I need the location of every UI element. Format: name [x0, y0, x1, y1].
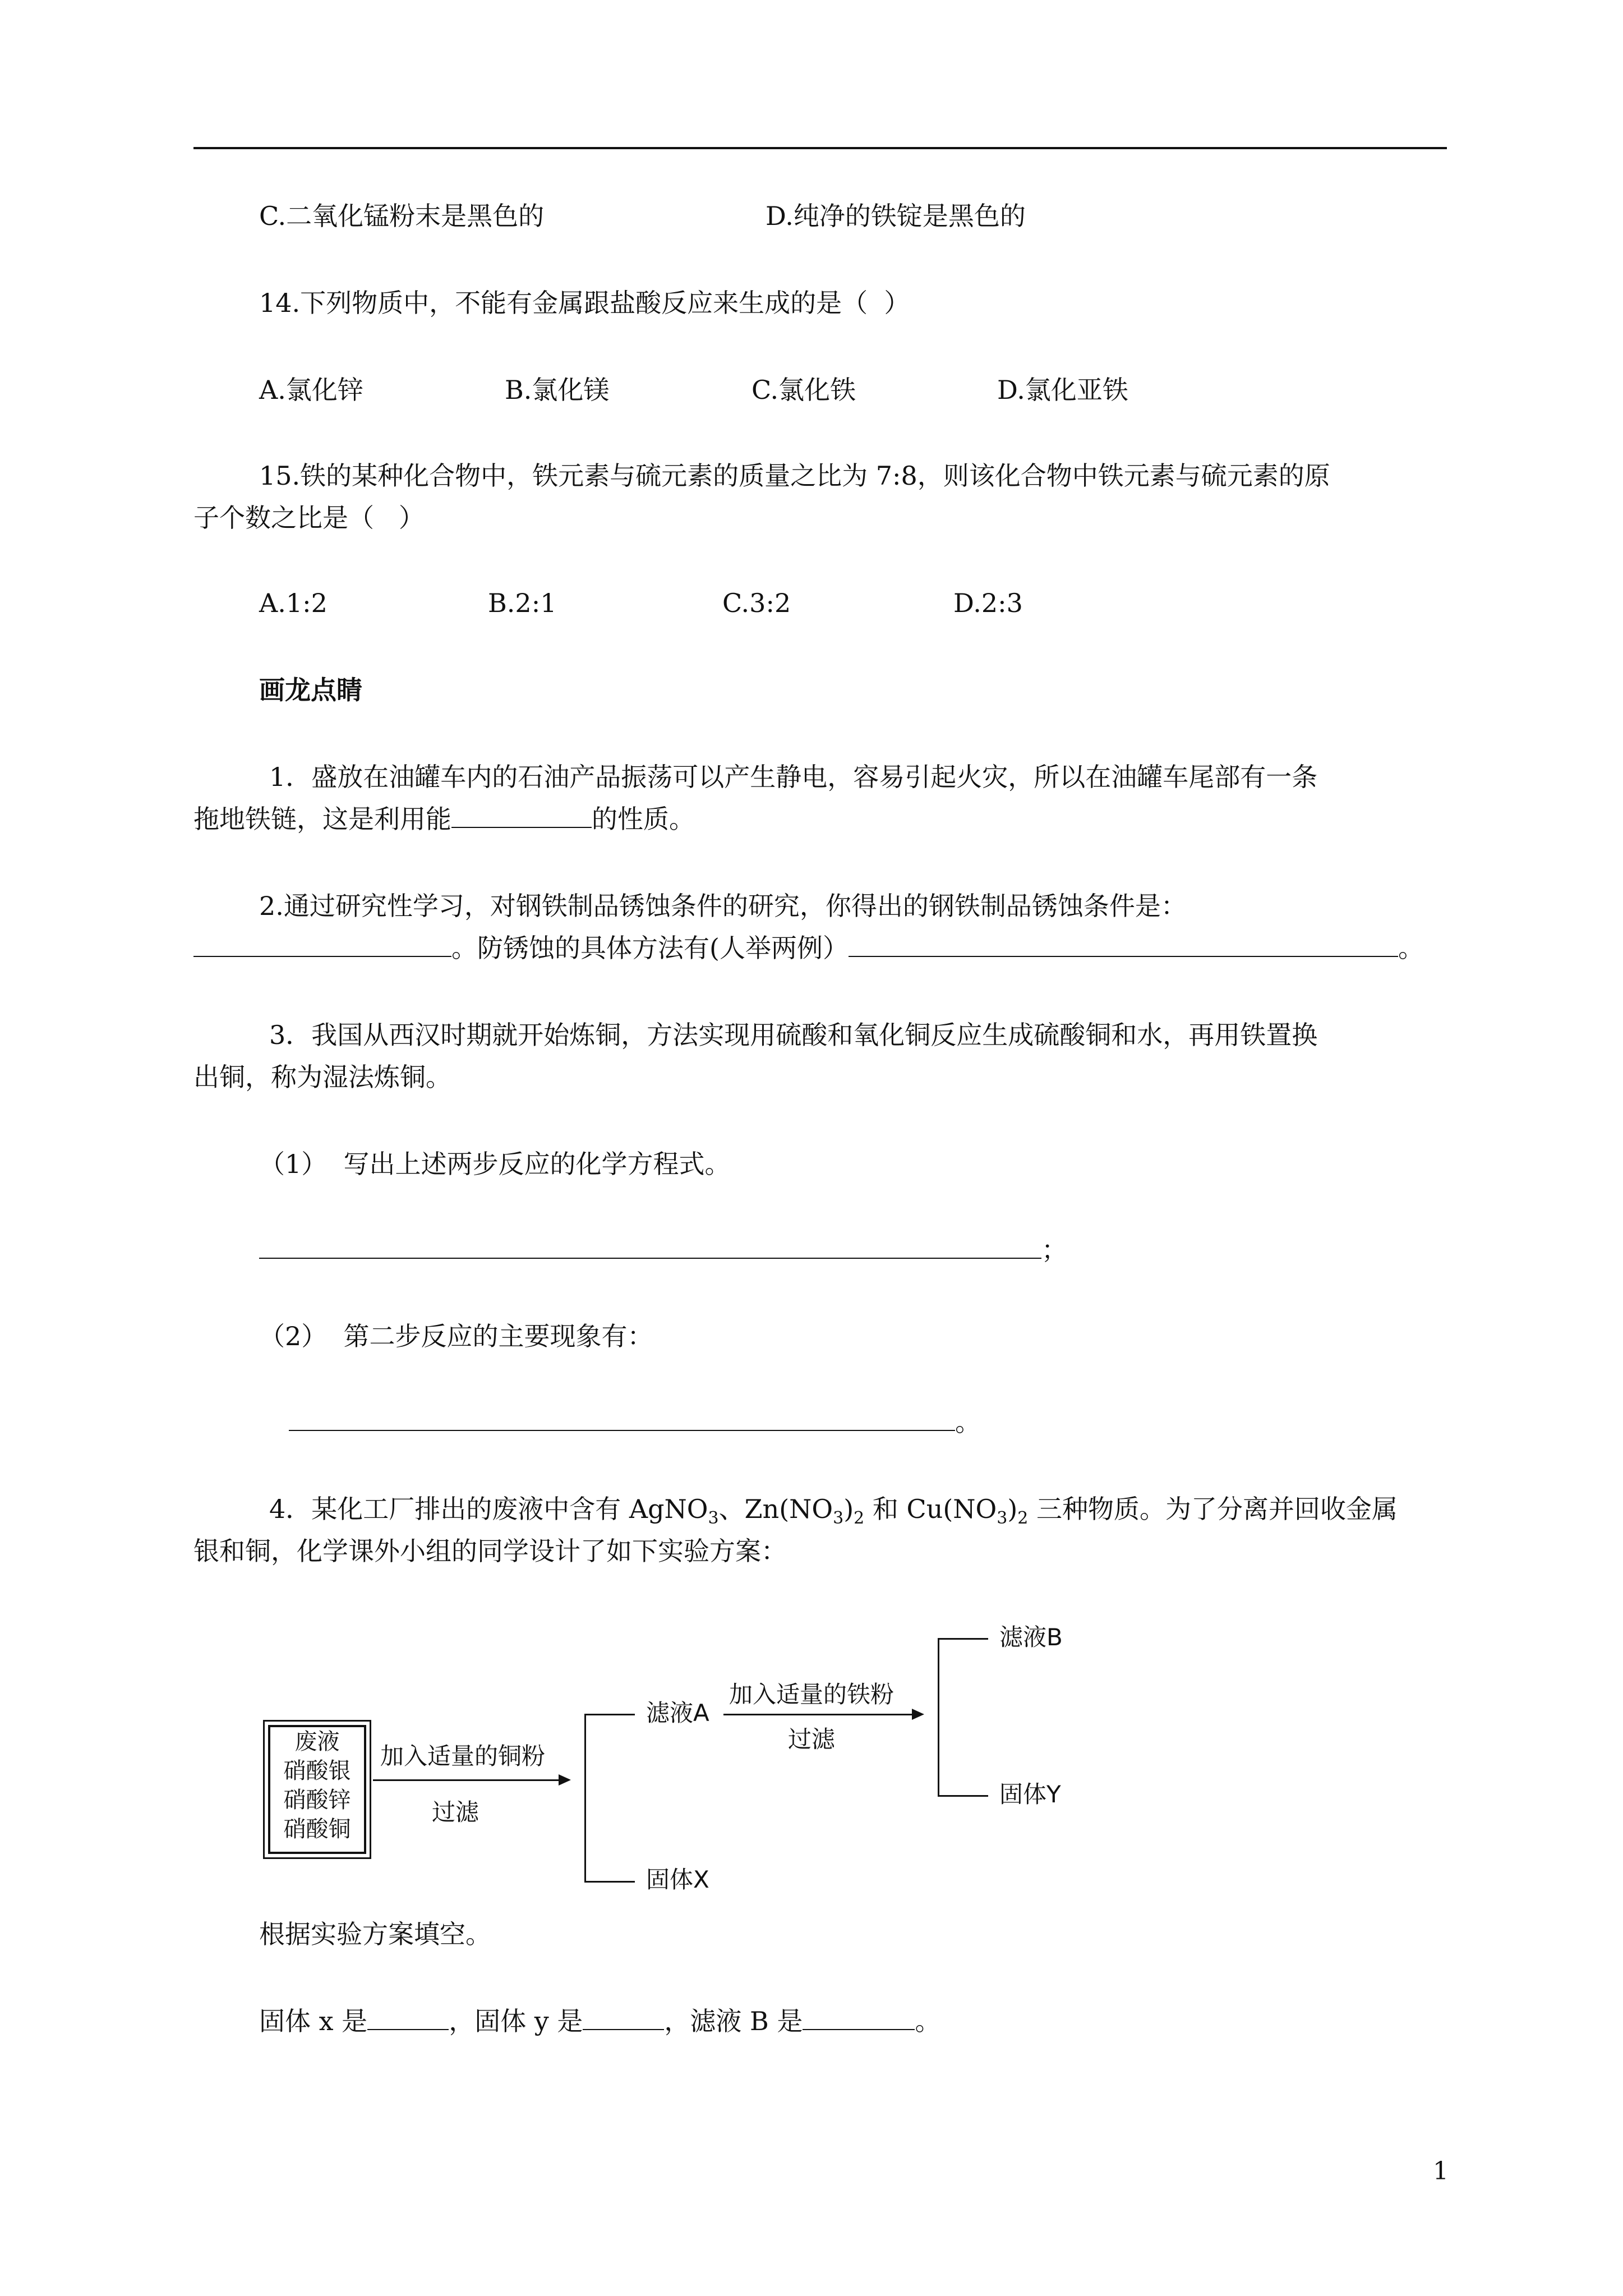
- solid-y-label: 固体Y: [999, 1780, 1061, 1808]
- p2-line1: 2.通过研究性学习，对钢铁制品锈蚀条件的研究，你得出的钢铁制品锈蚀条件是：: [259, 891, 1187, 921]
- p4-sub-b: 3: [833, 1508, 844, 1529]
- p4-text-d: 和 Cu(NO: [864, 1494, 997, 1524]
- flowchart-waste-box: [268, 1725, 366, 1854]
- p4-text-e: ): [1007, 1494, 1018, 1524]
- q15-option-d: D.2:3: [953, 588, 1023, 618]
- fill-end: 。: [915, 2006, 941, 2036]
- q14-option-d: D.氯化亚铁: [997, 375, 1128, 405]
- p1-line2-end: 的性质。: [592, 804, 695, 834]
- filtrate-b-label: 滤液B: [999, 1623, 1063, 1651]
- p1-line1: 1．盛放在油罐车内的石油产品振荡可以产生静电，容易引起火灾，所以在油罐车尾部有一条: [269, 762, 1318, 792]
- p3-sub2-end: 。: [955, 1407, 981, 1437]
- q14-stem: 14.下列物质中，不能有金属跟盐酸反应来生成的是（ ）: [259, 288, 910, 318]
- fill-y-blank[interactable]: [583, 2007, 664, 2030]
- p1-blank[interactable]: [451, 804, 592, 828]
- filtrate-a-label: 滤液A: [646, 1699, 709, 1727]
- q15-stem-line1: 15.铁的某种化合物中，铁元素与硫元素的质量之比为 7:8，则该化合物中铁元素与硫元素的原: [259, 461, 1330, 491]
- page-number: 1: [1433, 2157, 1449, 2185]
- step2-operation: 过滤: [788, 1726, 836, 1753]
- arrow2-head: [912, 1709, 924, 1720]
- fill-b-blank[interactable]: [803, 2007, 915, 2030]
- fill-x-blank[interactable]: [367, 2007, 449, 2030]
- p4-text-a: 4．某化工厂排出的废液中含有 AgNO: [269, 1494, 708, 1524]
- q14-option-c: C.氯化铁: [751, 375, 856, 405]
- q15-option-c: C.3:2: [722, 588, 791, 618]
- p4-text-f: 三种物质。为了分离并回收金属: [1028, 1494, 1398, 1524]
- fill-y-label: ，固体 y 是: [449, 2006, 583, 2036]
- p4-sub-e: 2: [1017, 1508, 1029, 1529]
- bracket2-vertical: [938, 1638, 939, 1797]
- header-rule: [193, 147, 1447, 149]
- bracket2-bottom: [938, 1795, 988, 1797]
- section-title: 画龙点睛: [259, 675, 362, 705]
- fill-x-label: 固体 x 是: [259, 2006, 368, 2036]
- p4-text-c: ): [843, 1494, 854, 1524]
- q15-option-a: A.1:2: [259, 588, 328, 618]
- p4-fill-line: [259, 2004, 940, 2038]
- p3-sub2-answer: [289, 1405, 981, 1439]
- p4-sub-d: 3: [997, 1508, 1008, 1529]
- solid-x-label: 固体X: [646, 1866, 709, 1893]
- p1-line2: [193, 802, 695, 836]
- bracket1-vertical: [584, 1714, 586, 1882]
- p3-sub2: （2） 第二步反应的主要现象有：: [259, 1321, 653, 1351]
- box-line-silver-nitrate: 硝酸银: [283, 1758, 351, 1784]
- q13-option-c: C.二氧化锰粉末是黑色的: [259, 201, 545, 231]
- p3-blank-equation[interactable]: [259, 1235, 1041, 1259]
- q15-stem-line2: 子个数之比是（ ）: [193, 503, 425, 533]
- p3-sub1-answer: [259, 1233, 1067, 1267]
- bracket2-top: [938, 1638, 988, 1640]
- p3-sub1: （1） 写出上述两步反应的化学方程式。: [259, 1149, 731, 1179]
- q14-option-a: A.氯化锌: [259, 375, 363, 405]
- arrow1-line: [373, 1779, 561, 1781]
- p2-line2-end: 。: [1398, 933, 1424, 963]
- q15-option-b: B.2:1: [488, 588, 557, 618]
- p4-line2: 银和铜，化学课外小组的同学设计了如下实验方案：: [193, 1536, 787, 1566]
- q14-option-b: B.氯化镁: [505, 375, 610, 405]
- fill-b-label: ，滤液 B 是: [664, 2006, 803, 2036]
- p2-line2: [193, 931, 1424, 965]
- p3-blank-phenomenon[interactable]: [289, 1407, 955, 1431]
- step1-reagent: 加入适量的铜粉: [380, 1742, 546, 1770]
- p2-blank-condition[interactable]: [193, 933, 451, 957]
- q13-option-d: D.纯净的铁锭是黑色的: [766, 201, 1026, 231]
- p4-fill-intro: 根据实验方案填空。: [259, 1919, 491, 1949]
- bracket1-bottom: [584, 1881, 635, 1883]
- box-line-waste: 废液: [294, 1729, 340, 1755]
- step2-reagent: 加入适量的铁粉: [729, 1681, 895, 1708]
- p1-line2-text: 拖地铁链，这是利用能: [193, 804, 451, 834]
- bracket1-top: [584, 1714, 635, 1715]
- box-line-zinc-nitrate: 硝酸锌: [283, 1787, 351, 1813]
- p4-line1: [269, 1492, 1398, 1529]
- box-line-copper-nitrate: 硝酸铜: [283, 1816, 351, 1842]
- p2-blank-methods[interactable]: [849, 933, 1398, 957]
- arrow1-head: [559, 1774, 571, 1786]
- step1-operation: 过滤: [432, 1798, 479, 1826]
- p3-sub1-end: ；: [1041, 1235, 1067, 1265]
- p4-text-b: 、Zn(NO: [718, 1494, 833, 1524]
- p4-sub-c: 2: [854, 1508, 865, 1529]
- p3-line2: 出铜，称为湿法炼铜。: [193, 1062, 451, 1092]
- p4-sub-a: 3: [708, 1508, 719, 1529]
- arrow2-line: [723, 1714, 914, 1715]
- p2-line2-text: 。防锈蚀的具体方法有(人举两例）: [451, 933, 849, 963]
- p3-line1: 3．我国从西汉时期就开始炼铜，方法实现用硫酸和氧化铜反应生成硫酸铜和水，再用铁置换: [269, 1020, 1318, 1050]
